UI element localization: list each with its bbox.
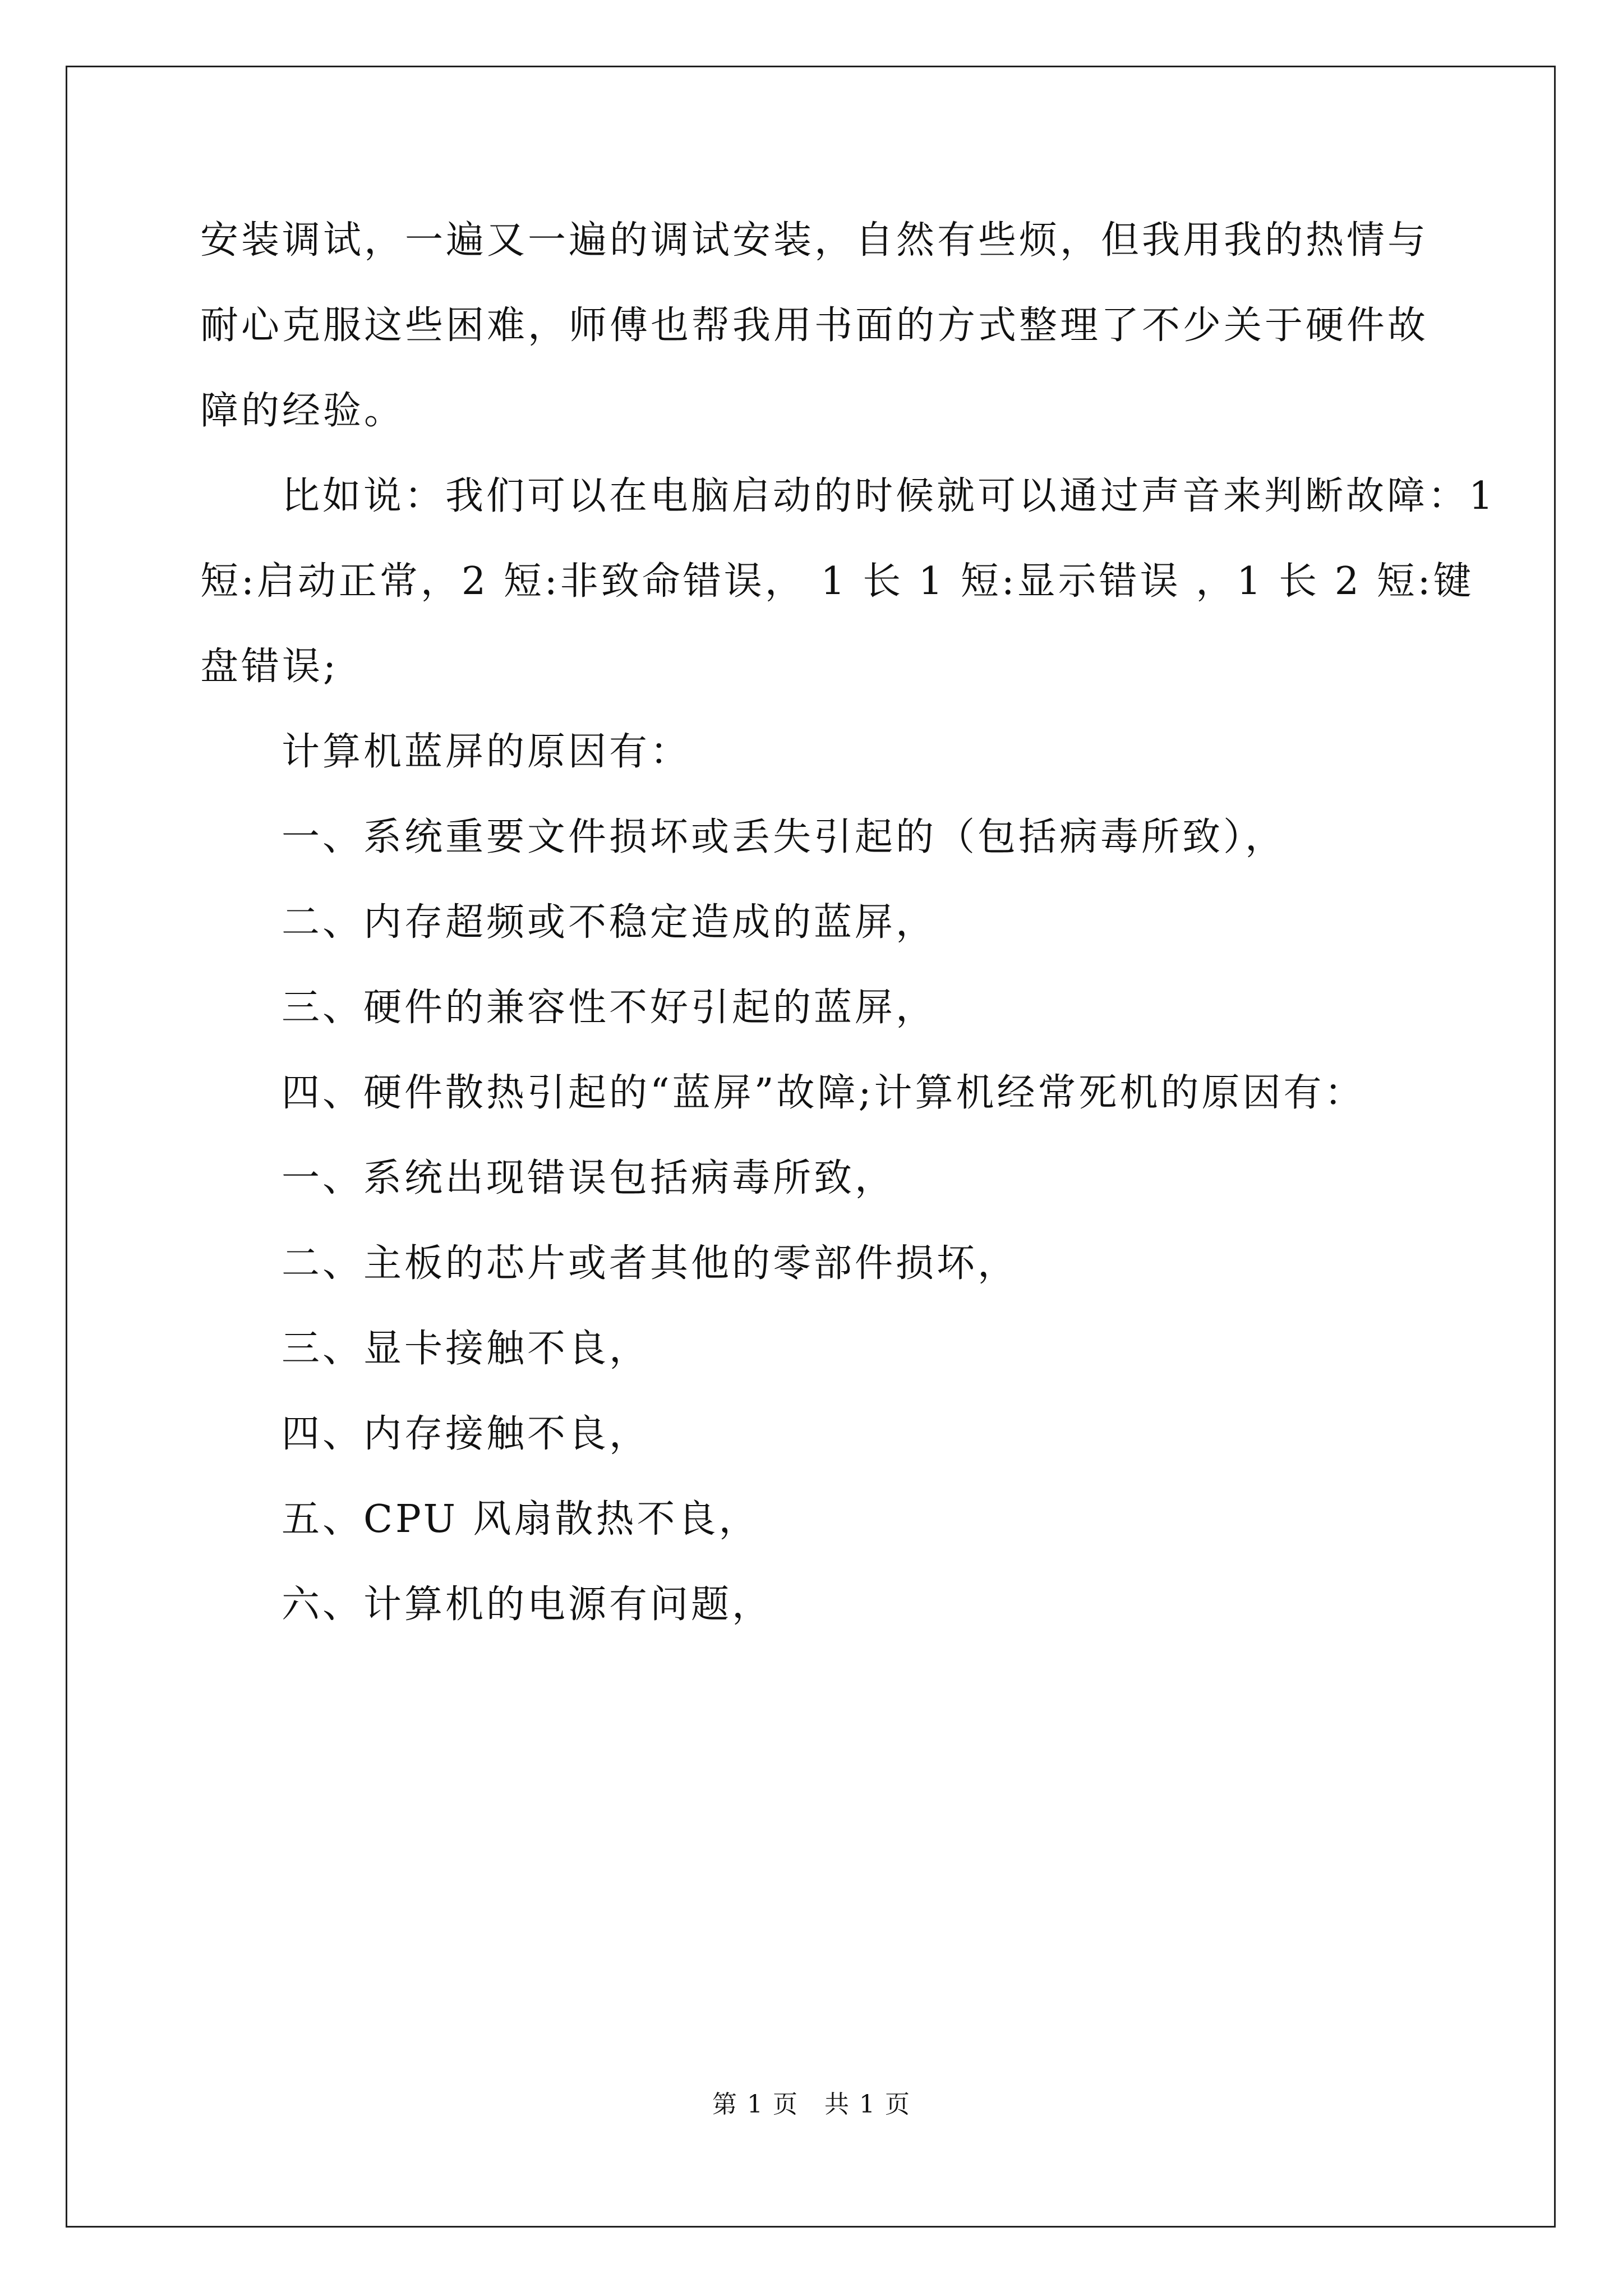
paragraph-2-line-3: 盘错误; (200, 645, 339, 689)
list-item: 一、系统重要文件损坏或丢失引起的（包括病毒所致）， (282, 815, 1287, 859)
paragraph-1-line-1: 安装调试，一遍又一遍的调试安装，自然有些烦，但我用我的热情与 (200, 218, 1429, 263)
list-item: 三、硬件的兼容性不好引起的蓝屏， (282, 986, 937, 1030)
paragraph-1-line-2: 耐心克服这些困难，师傅也帮我用书面的方式整理了不少关于硬件故 (200, 303, 1429, 348)
page-footer: 第 1 页 共 1 页 (712, 2090, 911, 2119)
paragraph-1-line-3: 障的经验。 (200, 389, 405, 433)
paragraph-2-line-1: 比如说：我们可以在电脑启动的时候就可以通过声音来判断故障：1 (282, 474, 1496, 518)
paragraph-2-line-2: 短:启动正常，2 短:非致命错误， 1 长 1 短:显示错误 ，1 长 2 短:键 (200, 559, 1474, 604)
bluescreen-heading: 计算机蓝屏的原因有： (282, 730, 691, 774)
list-item: 四、内存接触不良， (282, 1412, 651, 1456)
list-item: 一、系统出现错误包括病毒所致， (282, 1156, 896, 1200)
list-item: 二、内存超频或不稳定造成的蓝屏， (282, 900, 937, 945)
list-item: 六、计算机的电源有问题， (282, 1582, 773, 1627)
list-item: 三、显卡接触不良， (282, 1327, 651, 1371)
list-item: 二、主板的芯片或者其他的零部件损坏， (282, 1241, 1019, 1286)
list-item: 五、CPU 风扇散热不良， (282, 1497, 760, 1542)
list-item: 四、硬件散热引起的“蓝屏”故障;计算机经常死机的原因有： (282, 1071, 1366, 1115)
